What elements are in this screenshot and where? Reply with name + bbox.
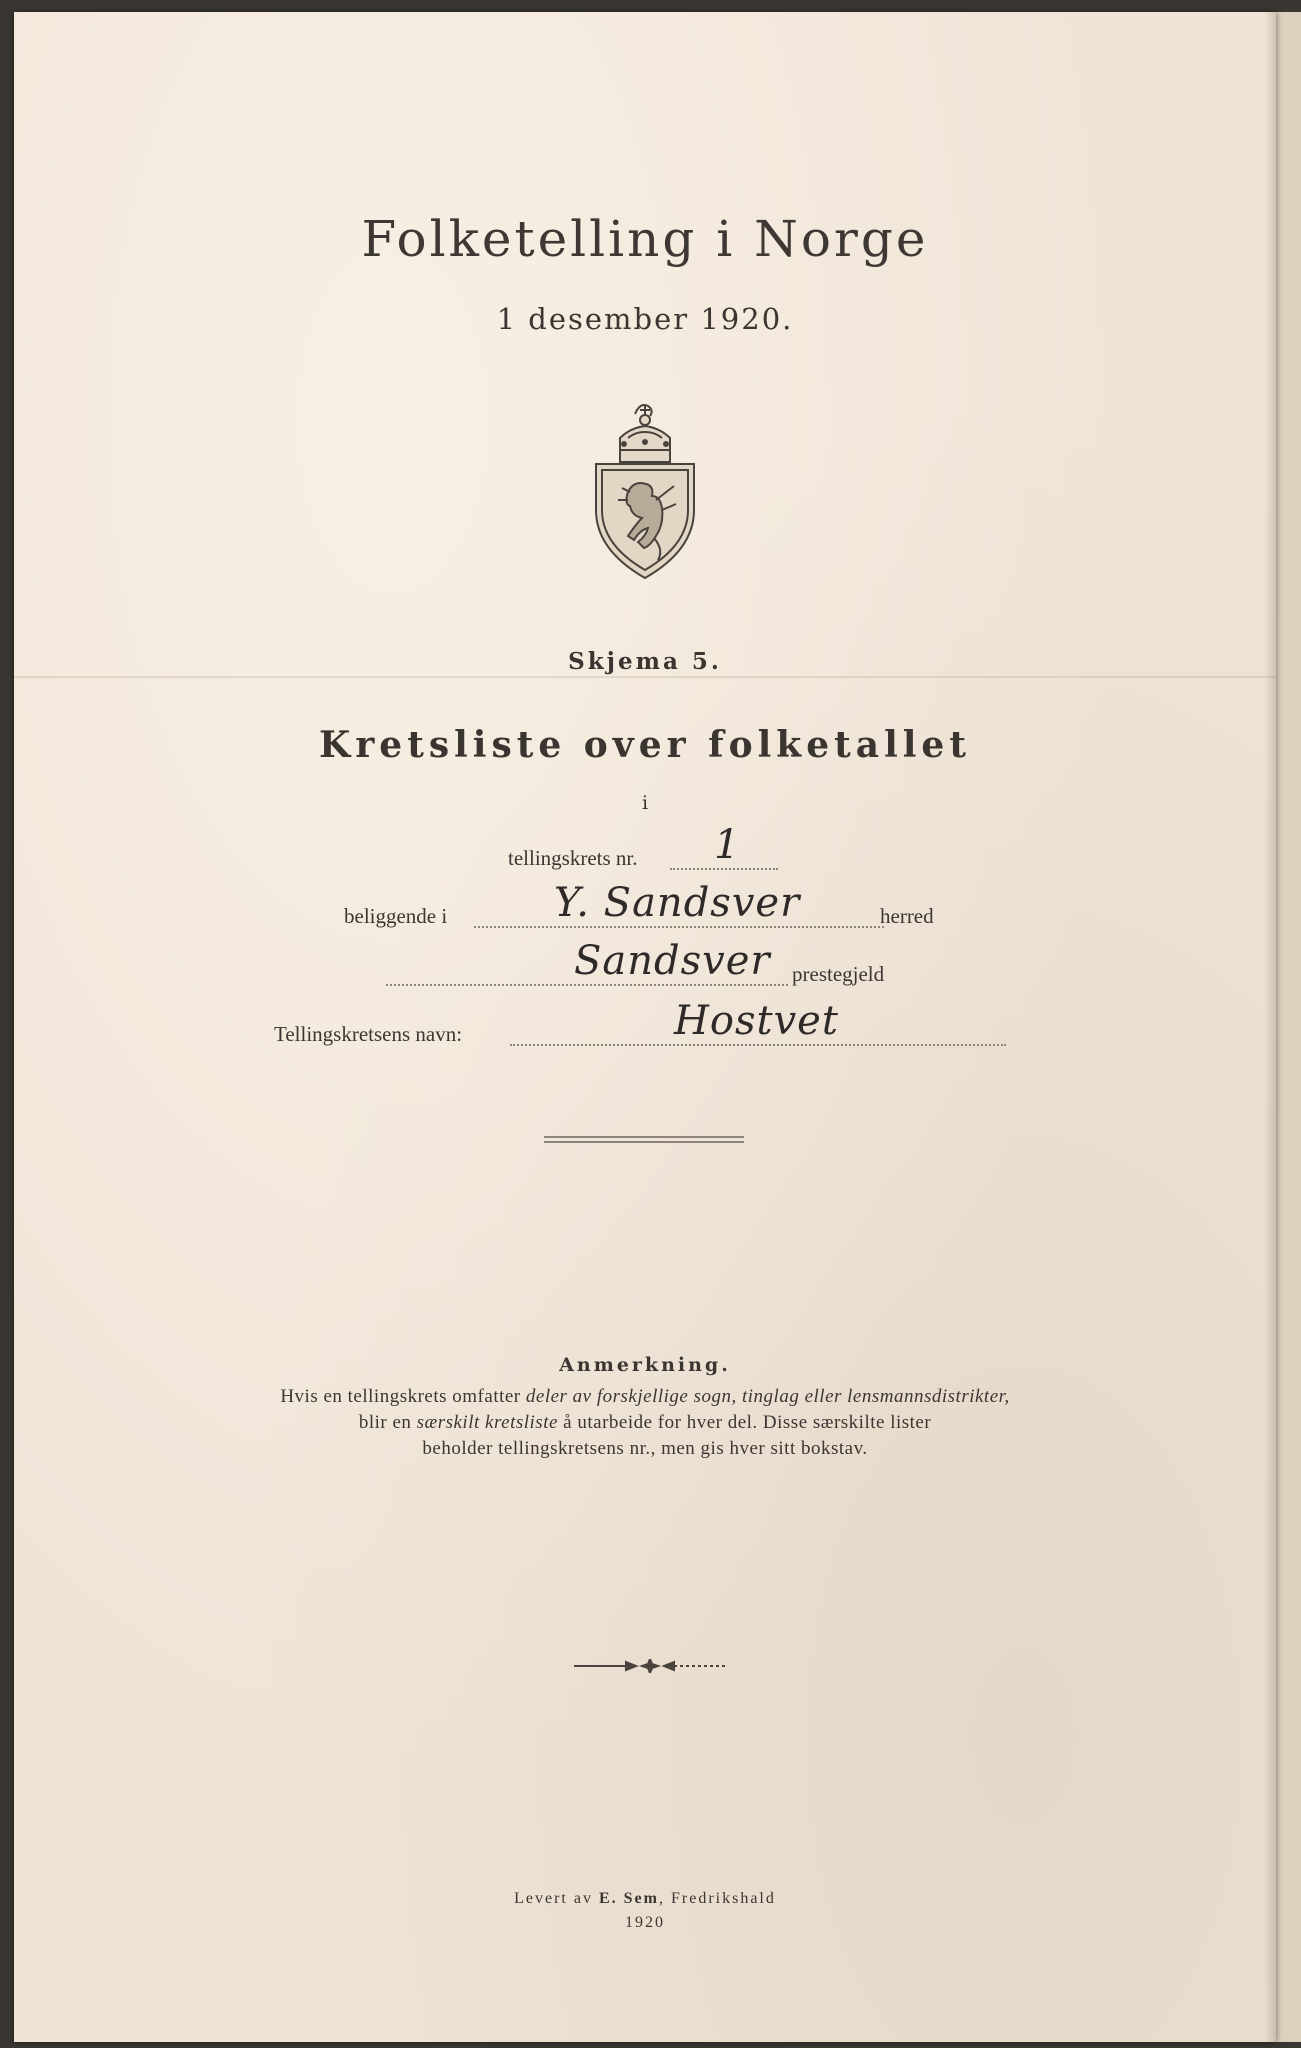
parish-value: Sandsver [574, 938, 771, 984]
printer-credit [14, 1890, 1276, 1908]
form-heading: Kretsliste over folketallet [319, 724, 971, 766]
district-number-value: 1 [714, 822, 741, 868]
schema-number: Skjema 5. [568, 648, 722, 675]
note-line-1 [14, 1386, 1276, 1408]
printer-prefix: Levert av [514, 1890, 599, 1907]
ornament-divider-icon [570, 1659, 730, 1673]
district-name-label: Tellingskretsens navn: [274, 1022, 463, 1046]
note-line-2 [14, 1412, 1276, 1434]
herred-label: herred [880, 904, 934, 928]
located-in-label: beliggende i [344, 904, 448, 928]
preposition-label: i [641, 792, 649, 814]
parish-line [386, 984, 788, 986]
note-line-3: beholder tellingskretsens nr., men gis hver sitt bokstav. [422, 1438, 868, 1459]
adjacent-page-edge [1276, 12, 1301, 2042]
note-heading: Anmerkning. [559, 1354, 731, 1376]
note-line-1-text: Hvis en tellingskrets omfatter [280, 1386, 526, 1407]
located-in-line [474, 926, 884, 928]
separator-rule-top [544, 1136, 744, 1138]
note-line-1-emphasis: deler av forskjellige sogn, tinglag eller lensmannsdistrikter, [525, 1386, 1010, 1407]
paper-fold [14, 676, 1276, 678]
printer-place: , Fredrikshald [658, 1890, 776, 1907]
district-name-line [510, 1044, 1006, 1046]
district-number-line [670, 868, 778, 870]
note-line-2-text-a: blir en [358, 1412, 417, 1433]
census-form-page [14, 12, 1276, 2042]
parish-label: prestegjeld [792, 962, 885, 986]
note-line-2-text-b: å utarbeide for hver del. Disse særskilte lister [557, 1412, 932, 1433]
document-title: Folketelling i Norge [361, 210, 929, 268]
census-date: 1 desember 1920. [496, 302, 794, 336]
district-name-value: Hostvet [674, 998, 839, 1044]
located-in-value: Y. Sandsver [554, 880, 801, 926]
separator-rule-bottom [544, 1141, 744, 1143]
note-line-2-emphasis: særskilt kretsliste [416, 1412, 558, 1433]
district-number-label: tellingskrets nr. [508, 846, 638, 870]
norwegian-coat-of-arms-icon [590, 400, 700, 582]
print-year: 1920 [625, 1914, 665, 1931]
printer-name: E. Sem [598, 1890, 659, 1907]
